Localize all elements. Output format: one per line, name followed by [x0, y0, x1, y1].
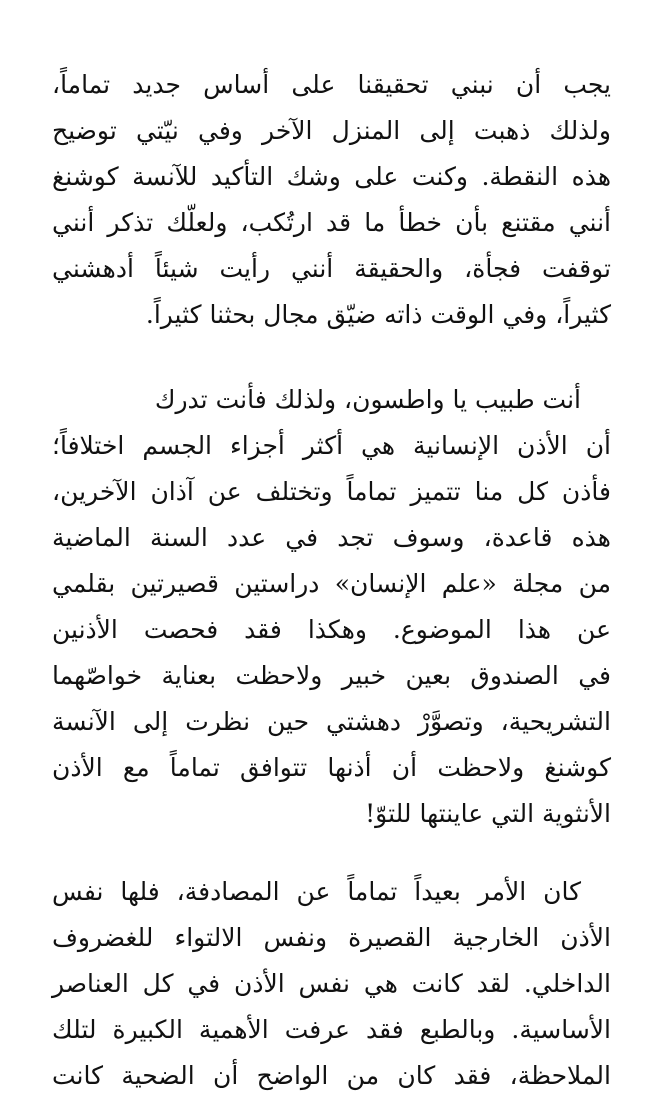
text-line: الملاحظة، فقد كان من الواضح أن الضحية كانت — [52, 1060, 611, 1090]
text-line: التشريحية، وتصوَّرْ دهشتي حين نظرت إلى الآنسة — [52, 707, 611, 737]
text-line: أنني مقتنع بأن خطأ ما قد ارتُكب، ولعلّك تذكر أنني — [52, 208, 611, 238]
paragraph-2 — [52, 377, 611, 838]
text-line: يجب أن نبني تحقيقنا على أساس جديد تماماً، — [52, 70, 611, 99]
text-line: من مجلة «علم الإنسان» دراستين قصيرتين بقلمي — [52, 568, 611, 598]
text-line: توقفت فجأة، والحقيقة أنني رأيت شيئاً أدهشني — [52, 254, 611, 284]
text-line: الأساسية. وبالطبع فقد عرفت الأهمية الكبيرة لتلك — [52, 1014, 611, 1044]
text-line: في الصندوق بعين خبير ولاحظت بعناية خواصّهما — [52, 661, 611, 691]
text-line: هذه النقطة. وكنت على وشك التأكيد للآنسة كوشنغ — [52, 162, 611, 192]
text-line: فأذن كل منا تتميز تماماً وتختلف عن آذان الآخرين، — [52, 476, 611, 506]
text-line: الداخلي. لقد كانت هي نفس الأذن في كل العناصر — [52, 968, 611, 998]
text-line: كثيراً، وفي الوقت ذاته ضيّق مجال بحثنا كثيراً. — [145, 300, 611, 330]
text-line: كوشنغ ولاحظت أن أذنها تتوافق تماماً مع الأذن — [52, 753, 611, 783]
text-line: الأذن الخارجية القصيرة ونفس الالتواء للغضروف — [52, 922, 611, 952]
text-line: هذه قاعدة، وسوف تجد في عدد السنة الماضية — [52, 522, 611, 552]
paragraph-1 — [52, 62, 611, 339]
book-page — [52, 62, 611, 1099]
text-line: الأنثوية التي عاينتها للتوّ! — [365, 799, 611, 829]
paragraph-3 — [52, 869, 611, 1099]
text-line: أن الأذن الإنسانية هي أكثر أجزاء الجسم اختلافاً؛ — [52, 430, 611, 460]
text-line: عن هذا الموضوع. وهكذا فقد فحصت الأذنين — [52, 615, 611, 645]
text-line: أنت طبيب يا واطسون، ولذلك فأنت تدرك — [154, 384, 581, 414]
text-line: ولذلك ذهبت إلى المنزل الآخر وفي نيّتي توضيح — [52, 116, 611, 146]
text-line: كان الأمر بعيداً تماماً عن المصادفة، فلها نفس — [52, 876, 581, 906]
